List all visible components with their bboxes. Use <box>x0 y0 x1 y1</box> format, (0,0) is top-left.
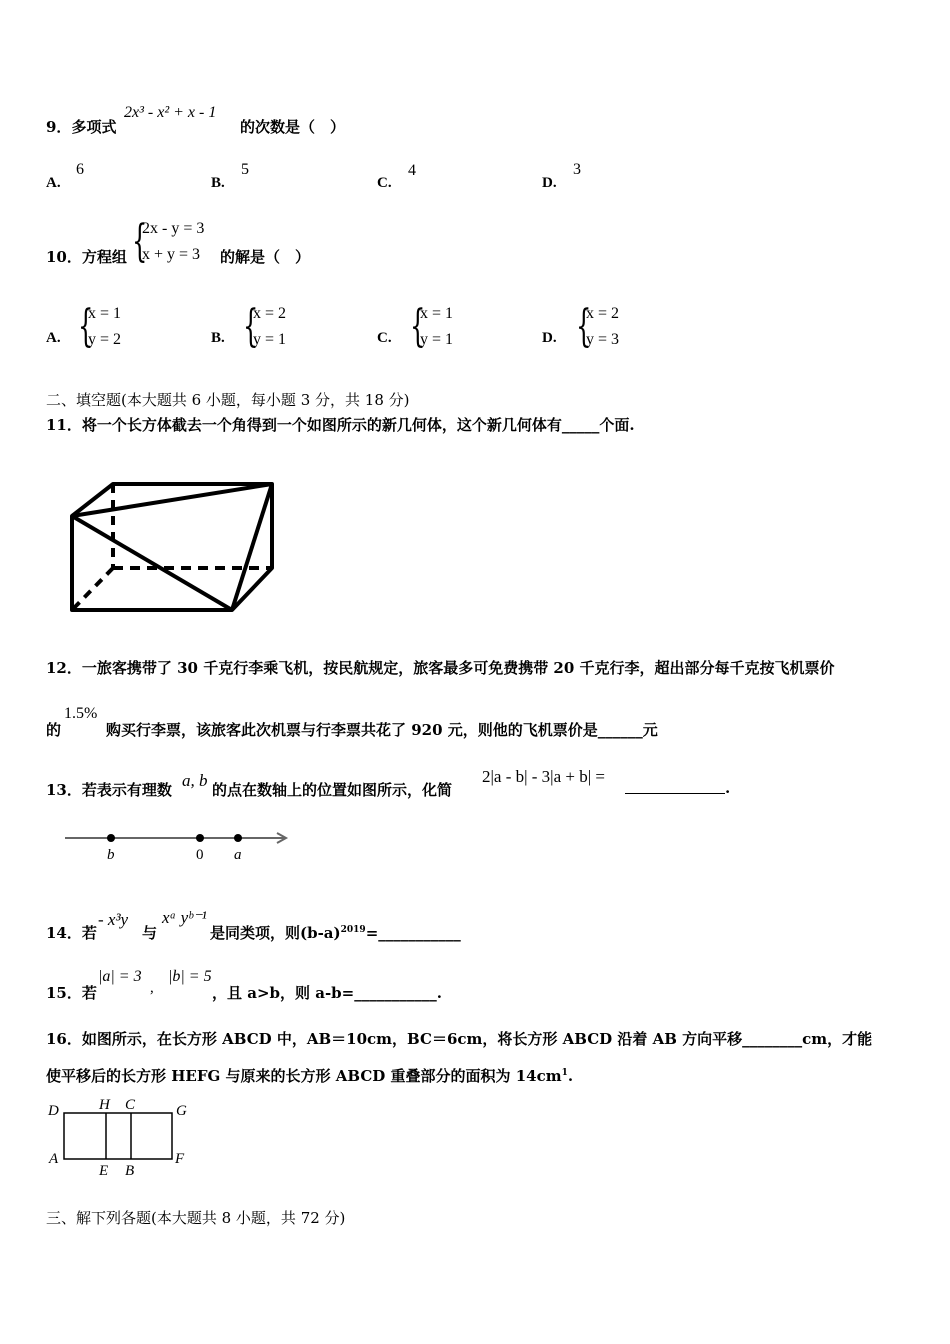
q14-suffix: 是同类项，则(b-a) <box>210 924 341 942</box>
q12-percent: 1.5% <box>64 705 98 722</box>
point-a <box>234 834 242 842</box>
q14-end: =___________ <box>365 924 461 942</box>
q10-option-a-line2: y = 2 <box>88 331 122 348</box>
q14-term1: - x³y <box>98 910 129 929</box>
q11-text: 11．将一个长方体截去一个角得到一个如图所示的新几何体，这个新几何体有_____个面. <box>46 416 635 434</box>
q10-system-eq1: 2x - y = 3 <box>142 220 205 237</box>
section2-title: 二、填空题(本大题共 6 小题，每小题 3 分，共 18 分) <box>46 391 410 409</box>
q10-stem-prefix: 方程组 <box>81 248 127 266</box>
point-b <box>107 834 115 842</box>
q10-option-a-system: { x = 1 y = 2 <box>78 301 122 352</box>
q15-cond1: |a| = 3 <box>98 968 142 985</box>
q16-line2-end: . <box>567 1067 574 1085</box>
q9-stem-suffix: 的次数是（ ） <box>240 118 346 136</box>
q9-option-b-value: 5 <box>241 161 249 178</box>
q13-middle: 的点在数轴上的位置如图所示，化简 <box>212 781 453 799</box>
q14-prefix: 14．若 <box>46 924 97 942</box>
q15-prefix: 15．若 <box>46 984 97 1002</box>
q14-term2: xᵃ yᵇ⁻¹ <box>162 908 207 927</box>
q13-end: . <box>725 779 731 797</box>
point-zero <box>196 834 204 842</box>
q15-cond2: |b| = 5 <box>168 968 212 985</box>
q16-line2-wrap <box>46 1065 573 1086</box>
q15-comma: , <box>150 980 154 996</box>
label-C: C <box>125 1097 136 1113</box>
q13-prefix: 13．若表示有理数 <box>46 781 172 799</box>
q10-option-d-letter: D. <box>542 330 557 346</box>
q12-line1: 12．一旅客携带了 30 千克行李乘飞机，按民航规定，旅客最多可免费携带 20 千克行李，超出部分每千克按飞机票价 <box>46 659 835 677</box>
q10-option-a-letter: A. <box>46 330 61 346</box>
q15-suffix: ，且 a>b，则 a-b=___________. <box>212 984 442 1002</box>
q9-option-b-letter: B. <box>211 175 225 191</box>
q9-number: 9． <box>46 118 72 136</box>
q10-stem-suffix: 的解是（ ） <box>220 248 311 266</box>
q10-option-d-line1: x = 2 <box>586 305 620 322</box>
q9-formula: 2x³ - x² + x - 1 <box>124 104 217 121</box>
q11-outline <box>72 484 272 610</box>
q10-option-b-line1: x = 2 <box>253 305 287 322</box>
q16-line2: 使平移后的长方形 HEFG 与原来的长方形 ABCD 重叠部分的面积为 14cm <box>46 1067 562 1085</box>
q10-option-d-system: { x = 2 y = 3 <box>576 301 620 352</box>
label-H: H <box>99 1097 110 1113</box>
section3-title: 三、解下列各题(本大题共 8 小题，共 72 分) <box>46 1209 346 1227</box>
q14-exponent: 2019 <box>340 925 366 935</box>
q10-number: 10． <box>46 248 82 266</box>
label-A: A <box>49 1151 59 1167</box>
q14-mid: 与 <box>142 924 158 942</box>
label-B: B <box>125 1163 135 1179</box>
q12-line2-prefix: 的 <box>46 721 62 739</box>
q10-option-c-line1: x = 1 <box>420 305 454 322</box>
q10-system-eq2: x + y = 3 <box>142 246 201 263</box>
q16-rectangle-figure <box>46 1093 206 1181</box>
q9-option-a-letter: A. <box>46 175 61 191</box>
q10-system <box>132 216 222 272</box>
q11-edge-top-cut <box>72 484 272 516</box>
q11-hidden-depth <box>72 568 113 610</box>
q16-line2-sup: 1 <box>561 1068 568 1078</box>
q9-option-d-value: 3 <box>573 161 581 178</box>
label-b: b <box>107 847 115 863</box>
q13-vars: a, b <box>182 771 208 790</box>
q10-prefix <box>46 246 127 267</box>
q9-option-c-value: 4 <box>408 162 416 179</box>
label-D: D <box>48 1103 59 1119</box>
q12-line2-suffix: 购买行李票，该旅客此次机票与行李票共花了 920 元，则他的飞机票价是______元 <box>106 721 658 739</box>
q11-edge-diagonal <box>72 516 232 610</box>
q10-option-a-line1: x = 1 <box>88 305 122 322</box>
q10-option-c-system: { x = 1 y = 1 <box>410 301 454 352</box>
q9-stem-prefix: 多项式 <box>71 118 117 136</box>
q13-blank <box>625 779 725 798</box>
q10-option-b-line2: y = 1 <box>253 331 287 348</box>
q16-outer-rect <box>64 1113 172 1159</box>
q11-geometry-figure <box>60 470 290 620</box>
q10-option-d-line2: y = 3 <box>586 331 620 348</box>
q13-number-line <box>60 826 300 866</box>
q9-prefix <box>46 116 116 137</box>
q10-option-c-letter: C. <box>377 330 392 346</box>
q14-suffix-wrap <box>210 922 461 943</box>
q13-expression: 2|a - b| - 3|a + b| = <box>482 767 605 786</box>
label-G: G <box>176 1103 187 1119</box>
q10-option-b-letter: B. <box>211 330 225 346</box>
label-F: F <box>175 1151 185 1167</box>
label-zero: 0 <box>196 847 204 863</box>
q10-brace: { <box>132 216 148 267</box>
q10-option-b-system: { x = 2 y = 1 <box>243 301 287 352</box>
label-a: a <box>234 847 242 863</box>
q9-option-c-letter: C. <box>377 175 392 191</box>
label-E: E <box>99 1163 109 1179</box>
q9-option-d-letter: D. <box>542 175 557 191</box>
q9-option-a-value: 6 <box>76 161 84 178</box>
q10-option-c-line2: y = 1 <box>420 331 454 348</box>
q16-line1: 16．如图所示，在长方形 ABCD 中，AB＝10cm，BC＝6cm，将长方形 ABCD 沿着 AB 方向平移________cm，才能 <box>46 1030 873 1048</box>
